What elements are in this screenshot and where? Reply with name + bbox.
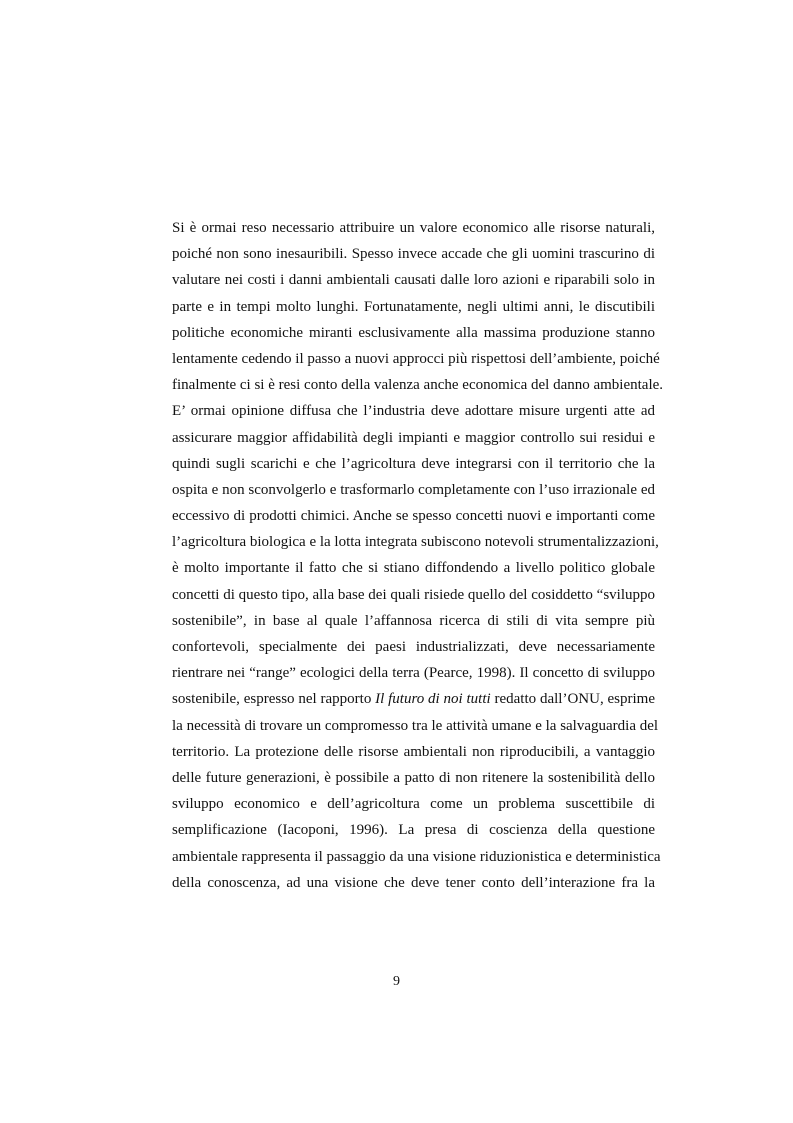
text-line-with-title bbox=[172, 686, 655, 712]
text-line: politiche economiche miranti esclusivamente alla massima produzione stanno bbox=[172, 324, 655, 341]
text-line: rientrare nei “range” ecologici della terra (Pearce, 1998). Il concetto di sviluppo bbox=[172, 665, 655, 682]
text-line: della conoscenza, ad una visione che deve tener conto dell’interazione fra la bbox=[172, 874, 655, 891]
text-segment: redatto dall’ONU, esprime bbox=[490, 691, 655, 708]
text-line: quindi sugli scarichi e che l’agricoltura deve integrarsi con il territorio che la bbox=[172, 455, 655, 472]
text-line: è molto importante il fatto che si stiano diffondendo a livello politico globale bbox=[172, 560, 655, 577]
text-line: concetti di questo tipo, alla base dei quali risiede quello del cosiddetto “sviluppo bbox=[172, 586, 655, 603]
text-line: sviluppo economico e dell’agricoltura come un problema suscettibile di bbox=[172, 796, 655, 813]
text-line: semplificazione (Iacoponi, 1996). La presa di coscienza della questione bbox=[172, 822, 655, 839]
text-segment: sostenibile, espresso nel rapporto bbox=[172, 691, 376, 708]
text-line: lentamente cedendo il passo a nuovi approcci più rispettosi dell’ambiente, poiché bbox=[172, 350, 660, 367]
page-number: 9 bbox=[393, 974, 400, 989]
text-line: parte e in tempi molto lunghi. Fortunatamente, negli ultimi anni, le discutibili bbox=[172, 298, 655, 315]
text-line: ospita e non sconvolgerlo e trasformarlo completamente con l’uso irrazionale ed bbox=[172, 481, 655, 498]
text-line: assicurare maggior affidabilità degli impianti e maggior controllo sui residui e bbox=[172, 429, 655, 446]
text-line: ambientale rappresenta il passaggio da una visione riduzionistica e deterministica bbox=[172, 848, 661, 865]
text-line: E’ ormai opinione diffusa che l’industria deve adottare misure urgenti atte ad bbox=[172, 403, 655, 420]
report-title: Il futuro di noi tutti bbox=[375, 691, 491, 708]
body-text bbox=[172, 215, 664, 896]
text-line: eccessivo di prodotti chimici. Anche se spesso concetti nuovi e importanti come bbox=[172, 508, 655, 525]
text-line: finalmente ci si è resi conto della valenza anche economica del danno ambientale. bbox=[172, 377, 664, 394]
text-line: l’agricoltura biologica e la lotta integrata subiscono notevoli strumentalizzazioni, bbox=[172, 534, 659, 551]
text-line: delle future generazioni, è possibile a patto di non ritenere la sostenibilità dello bbox=[172, 769, 655, 786]
text-line: territorio. La protezione delle risorse ambientali non riproducibili, a vantaggio bbox=[172, 743, 655, 760]
text-line: Si è ormai reso necessario attribuire un valore economico alle risorse naturali, bbox=[172, 220, 655, 236]
text-line: valutare nei costi i danni ambientali causati dalle loro azioni e riparabili solo in bbox=[172, 272, 655, 289]
text-line: confortevoli, specialmente dei paesi industrializzati, deve necessariamente bbox=[172, 639, 655, 655]
text-line: sostenibile”, in base al quale l’affannosa ricerca di stili di vita sempre più bbox=[172, 612, 655, 629]
text-line: poiché non sono inesauribili. Spesso invece accade che gli uomini trascurino di bbox=[172, 246, 655, 263]
text-line: la necessità di trovare un compromesso tra le attività umane e la salvaguardia del bbox=[172, 717, 659, 734]
